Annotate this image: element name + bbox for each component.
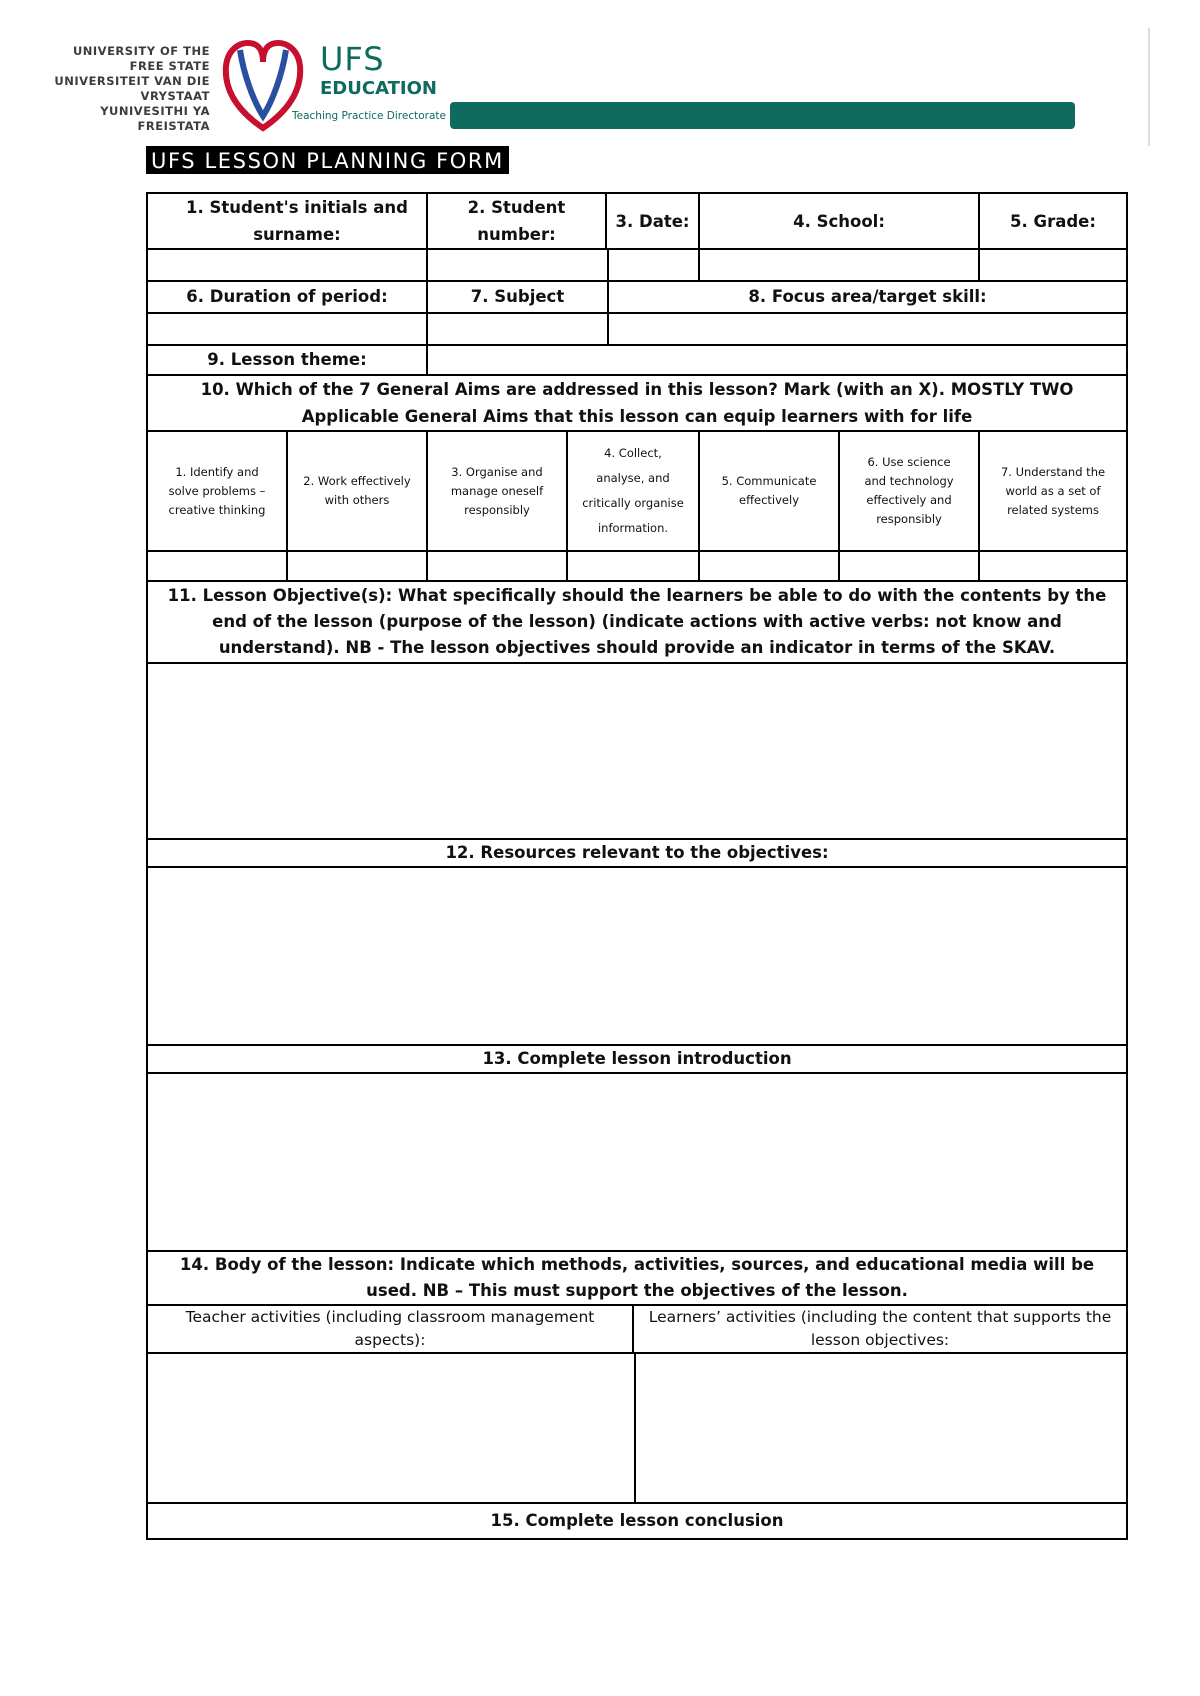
table-row bbox=[147, 249, 1127, 281]
table-row bbox=[147, 1251, 1127, 1305]
table-row bbox=[147, 1045, 1127, 1073]
table-row bbox=[147, 663, 1127, 839]
table-row bbox=[147, 1073, 1127, 1251]
table-row bbox=[147, 431, 1127, 551]
focus-area-label: 8. Focus area/target skill: bbox=[748, 287, 987, 306]
table-row bbox=[147, 375, 1127, 431]
university-name-line: UNIVERSITY OF THE bbox=[72, 44, 210, 58]
teacher-activities-area[interactable] bbox=[148, 1354, 636, 1502]
student-name-label bbox=[147, 193, 427, 249]
margin-divider bbox=[1148, 28, 1150, 146]
directorate-name: Teaching Practice Directorate bbox=[292, 110, 446, 122]
student-name-field[interactable] bbox=[147, 249, 427, 281]
table-row bbox=[147, 345, 1127, 375]
aim-3-mark-box[interactable] bbox=[427, 551, 567, 581]
learner-activities-heading: Learners’ activities (including the content that supports the lesson objectives: bbox=[648, 1308, 1112, 1349]
resources-area[interactable] bbox=[147, 867, 1127, 1045]
header-accent-bar bbox=[450, 102, 1075, 129]
aim-5-label: 5. Communicate effectively bbox=[699, 431, 839, 551]
duration-label: 6. Duration of period: bbox=[147, 281, 427, 313]
aim-4-label: 4. Collect, analyse, and critically organise information. bbox=[567, 431, 699, 551]
objectives-heading: 11. Lesson Objective(s): What specifically should the learners be able to do with the contents by the end of the lesson (purpose of the lesson) (indicate actions with active verbs: not know and understand). NB - The lesson objectives should provide an indicator in terms of the SKAV. bbox=[147, 581, 1127, 663]
lesson-planning-form bbox=[146, 192, 1128, 1540]
subject-focus-fields bbox=[427, 313, 1127, 345]
student-number-label-text: 2. Student number: bbox=[428, 194, 607, 248]
ufs-logo-text: UFS bbox=[320, 40, 385, 78]
date-label: 3. Date: bbox=[615, 211, 690, 231]
student-name-label-text: 1. Student's initials and surname: bbox=[186, 198, 408, 244]
university-names bbox=[40, 44, 210, 134]
aim-1-mark-box[interactable] bbox=[147, 551, 287, 581]
table-row bbox=[147, 1305, 1127, 1353]
student-number-field[interactable] bbox=[428, 250, 609, 280]
table-row bbox=[147, 1353, 1127, 1503]
table-row bbox=[147, 581, 1127, 663]
school-field[interactable] bbox=[699, 249, 979, 281]
subject-field[interactable] bbox=[428, 314, 609, 344]
table-row bbox=[147, 867, 1127, 1045]
conclusion-heading: 15. Complete lesson conclusion bbox=[147, 1503, 1127, 1539]
table-row bbox=[147, 1503, 1127, 1539]
table-row bbox=[147, 839, 1127, 867]
subject-label: 7. Subject bbox=[428, 282, 609, 312]
teacher-activities-heading: Teacher activities (including classroom management aspects): bbox=[148, 1306, 634, 1352]
aim-7-mark-box[interactable] bbox=[979, 551, 1127, 581]
student-number-label bbox=[427, 193, 699, 249]
introduction-heading: 13. Complete lesson introduction bbox=[147, 1045, 1127, 1073]
aim-3-label: 3. Organise and manage oneself responsibly bbox=[427, 431, 567, 551]
duration-field[interactable] bbox=[147, 313, 427, 345]
table-row bbox=[147, 313, 1127, 345]
aim-2-mark-box[interactable] bbox=[287, 551, 427, 581]
theme-field[interactable] bbox=[427, 345, 1127, 375]
resources-heading: 12. Resources relevant to the objectives: bbox=[147, 839, 1127, 867]
university-name-line: VRYSTAAT bbox=[140, 89, 210, 103]
grade-field[interactable] bbox=[979, 249, 1127, 281]
grade-label: 5. Grade: bbox=[979, 193, 1127, 249]
introduction-area[interactable] bbox=[147, 1073, 1127, 1251]
learner-activities-area[interactable] bbox=[636, 1354, 1126, 1502]
aim-5-mark-box[interactable] bbox=[699, 551, 839, 581]
objectives-area[interactable] bbox=[147, 663, 1127, 839]
aim-4-mark-box[interactable] bbox=[567, 551, 699, 581]
student-number-date-fields bbox=[427, 249, 699, 281]
general-aims-question: 10. Which of the 7 General Aims are addressed in this lesson? Mark (with an X). MOSTLY TWO Applicable General Aims that this lesson can equip learners with for life bbox=[147, 375, 1127, 431]
theme-label: 9. Lesson theme: bbox=[147, 345, 427, 375]
aim-1-label: 1. Identify and solve problems – creative thinking bbox=[147, 431, 287, 551]
form-title: UFS LESSON PLANNING FORM bbox=[146, 146, 509, 174]
activity-column-headers bbox=[147, 1305, 1127, 1353]
table-row bbox=[147, 551, 1127, 581]
university-name-line: FREE STATE bbox=[129, 59, 210, 73]
aim-6-label: 6. Use science and technology effectively and responsibly bbox=[839, 431, 979, 551]
university-name-line: UNIVERSITEIT VAN DIE bbox=[54, 74, 210, 88]
subject-focus-labels bbox=[427, 281, 1127, 313]
faculty-name: EDUCATION bbox=[320, 78, 437, 99]
aim-6-mark-box[interactable] bbox=[839, 551, 979, 581]
activity-areas bbox=[147, 1353, 1127, 1503]
aim-2-label: 2. Work effectively with others bbox=[287, 431, 427, 551]
university-name-line: YUNIVESITHI YA bbox=[100, 104, 210, 118]
date-field[interactable] bbox=[609, 250, 698, 280]
school-label: 4. School: bbox=[699, 193, 979, 249]
university-name-line: FREISTATA bbox=[137, 119, 210, 133]
table-row bbox=[147, 193, 1127, 249]
lesson-body-heading: 14. Body of the lesson: Indicate which methods, activities, sources, and educational media will be used. NB – This must support the objectives of the lesson. bbox=[147, 1251, 1127, 1305]
table-row bbox=[147, 281, 1127, 313]
focus-area-field[interactable] bbox=[609, 314, 1126, 344]
aim-7-label: 7. Understand the world as a set of related systems bbox=[979, 431, 1127, 551]
